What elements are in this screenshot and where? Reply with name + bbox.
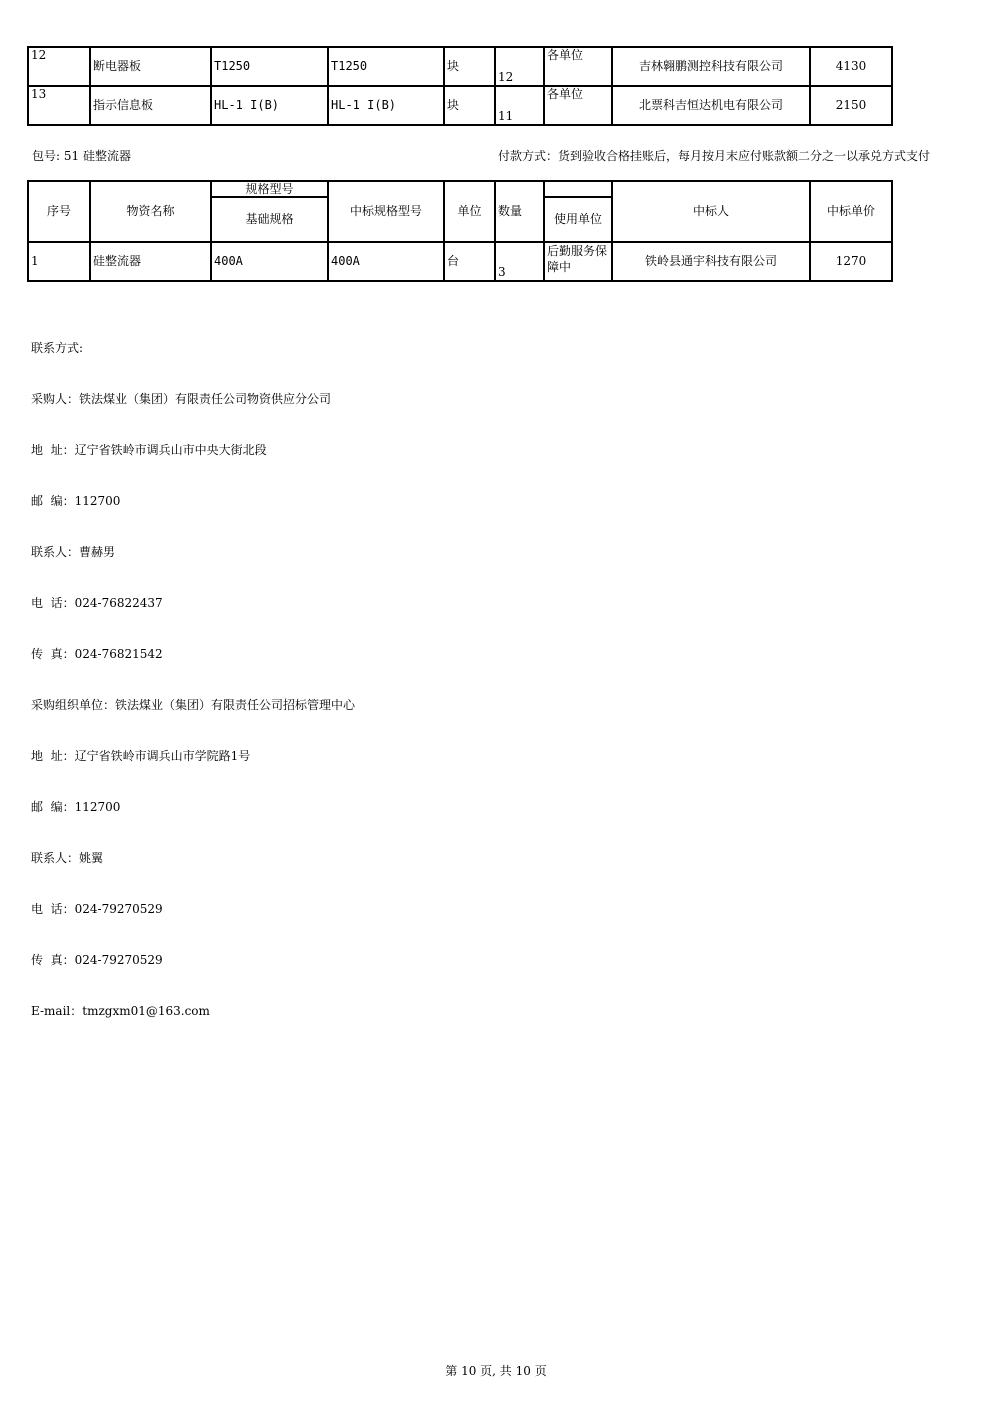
table-row xyxy=(28,47,892,86)
contact-line: 采购人：铁法煤业（集团）有限责任公司物资供应分公司 xyxy=(31,392,332,406)
unit-cell: 块 xyxy=(444,86,495,125)
package-label: 包号: 51 硅整流器 xyxy=(32,149,131,163)
contact-info xyxy=(31,306,355,1037)
bid-spec-cell: 400A xyxy=(328,242,444,281)
payment-terms: 付款方式：货到验收合格挂账后，每月按月末应付账款额二分之一以承兑方式支付 xyxy=(498,149,931,163)
winner-cell: 吉林翱鹏测控科技有限公司 xyxy=(612,47,810,86)
contact-line: 联系人：姚翼 xyxy=(31,851,104,865)
base-spec-cell: 400A xyxy=(211,242,328,281)
page-number: 第 10 页, 共 10 页 xyxy=(445,1364,547,1378)
header-bid-spec: 中标规格型号 xyxy=(328,181,444,242)
user-cell: 后勤服务保障中 xyxy=(544,242,612,281)
header-winner: 中标人 xyxy=(612,181,810,242)
contact-line: 地 址：辽宁省铁岭市调兵山市学院路1号 xyxy=(31,749,251,763)
price-cell: 1270 xyxy=(810,242,892,281)
price-cell: 4130 xyxy=(810,47,892,86)
contact-line: 采购组织单位：铁法煤业（集团）有限责任公司招标管理中心 xyxy=(31,698,356,712)
seq-cell: 12 xyxy=(28,47,90,86)
contact-line: 邮 编：112700 xyxy=(31,800,121,814)
contact-line: 地 址：辽宁省铁岭市调兵山市中央大街北段 xyxy=(31,443,267,457)
contact-line: 传 真：024-76821542 xyxy=(31,647,163,661)
contact-email: E-mail：tmzgxm01@163.com xyxy=(31,1004,210,1018)
item-name-cell: 硅整流器 xyxy=(90,242,211,281)
table-row xyxy=(28,242,892,281)
user-cell: 各单位 xyxy=(544,86,612,125)
header-spec-group: 规格型号 xyxy=(211,181,328,197)
bid-spec-cell: T1250 xyxy=(328,47,444,86)
item-name-cell: 断电器板 xyxy=(90,47,211,86)
header-base-spec: 基础规格 xyxy=(211,197,328,242)
header-item-name: 物资名称 xyxy=(90,181,211,242)
contact-line: 传 真：024-79270529 xyxy=(31,953,163,967)
contact-line: 电 话：024-79270529 xyxy=(31,902,163,916)
winner-cell: 北票科吉恒达机电有限公司 xyxy=(612,86,810,125)
base-spec-cell: T1250 xyxy=(211,47,328,86)
result-table xyxy=(27,180,893,282)
qty-cell: 11 xyxy=(495,86,544,125)
header-price: 中标单价 xyxy=(810,181,892,242)
contact-line: 联系人：曹赫男 xyxy=(31,545,116,559)
result-table-continued xyxy=(27,46,893,126)
bid-spec-cell: HL-1 I(B) xyxy=(328,86,444,125)
unit-cell: 块 xyxy=(444,47,495,86)
header-seq: 序号 xyxy=(28,181,90,242)
header-qty: 数量 xyxy=(495,181,544,242)
qty-cell: 12 xyxy=(495,47,544,86)
table-row xyxy=(28,86,892,125)
user-cell: 各单位 xyxy=(544,47,612,86)
price-cell: 2150 xyxy=(810,86,892,125)
contact-line: 电 话：024-76822437 xyxy=(31,596,163,610)
header-unit: 单位 xyxy=(444,181,495,242)
winner-cell: 铁岭县通宇科技有限公司 xyxy=(612,242,810,281)
seq-cell: 1 xyxy=(28,242,90,281)
header-user: 使用单位 xyxy=(544,197,612,242)
contact-line: 邮 编：112700 xyxy=(31,494,121,508)
header-row xyxy=(28,181,892,197)
qty-cell: 3 xyxy=(495,242,544,281)
base-spec-cell: HL-1 I(B) xyxy=(211,86,328,125)
seq-cell: 13 xyxy=(28,86,90,125)
item-name-cell: 指示信息板 xyxy=(90,86,211,125)
contact-heading: 联系方式: xyxy=(31,341,84,355)
header-blank-cell xyxy=(544,181,612,197)
unit-cell: 台 xyxy=(444,242,495,281)
